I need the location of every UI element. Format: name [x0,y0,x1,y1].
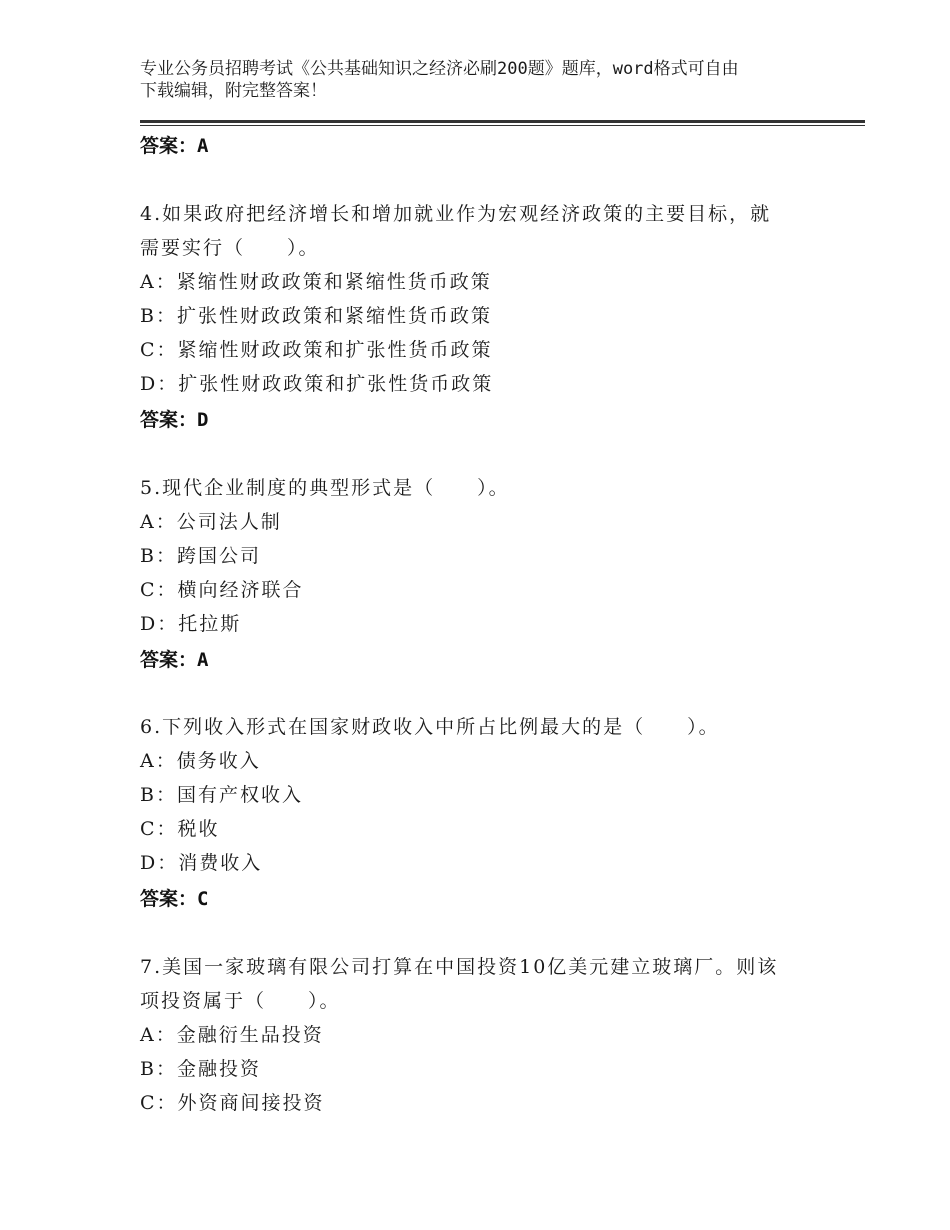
question-4-option-a: A：紧缩性财政政策和紧缩性货币政策 [140,271,492,293]
header-divider-thick [140,120,865,123]
answer-q4: 答案：D [140,409,209,431]
answer-q5: 答案：A [140,649,209,671]
question-6-option-d: D：消费收入 [140,852,263,874]
question-7-option-c: C：外资商间接投资 [140,1092,325,1114]
question-4-line-1: 4.如果政府把经济增长和增加就业作为宏观经济政策的主要目标，就 [140,203,772,225]
header-title-line-1: 专业公务员招聘考试《公共基础知识之经济必刷200题》题库，word格式可自由 [140,59,739,79]
question-4-line-2: 需要实行（ ）。 [140,237,320,259]
answer-q6: 答案：C [140,888,209,910]
question-4-option-b: B：扩张性财政政策和紧缩性货币政策 [140,305,492,327]
question-5-option-d: D：托拉斯 [140,613,242,635]
question-4-option-c: C：紧缩性财政政策和扩张性货币政策 [140,339,493,361]
header-divider-thin [140,125,865,126]
question-5-option-b: B：跨国公司 [140,545,261,567]
question-7-line-2: 项投资属于（ ）。 [140,990,341,1012]
document-header [140,58,830,102]
question-6-option-a: A：债务收入 [140,750,261,772]
question-4-option-d: D：扩张性财政政策和扩张性货币政策 [140,373,494,395]
header-title-line-2: 下载编辑，附完整答案！ [140,81,327,101]
question-6-option-c: C：税收 [140,818,220,840]
question-6-line-1: 6.下列收入形式在国家财政收入中所占比例最大的是（ ）。 [140,716,720,738]
question-7-line-1: 7.美国一家玻璃有限公司打算在中国投资10亿美元建立玻璃厂。则该 [140,956,779,978]
question-5-option-c: C：横向经济联合 [140,579,304,601]
question-5-option-a: A：公司法人制 [140,511,282,533]
question-5-line-1: 5.现代企业制度的典型形式是（ ）。 [140,477,510,499]
question-7-option-a: A：金融衍生品投资 [140,1024,324,1046]
answer-q3: 答案：A [140,135,209,157]
question-7-option-b: B：金融投资 [140,1058,261,1080]
question-6-option-b: B：国有产权收入 [140,784,303,806]
